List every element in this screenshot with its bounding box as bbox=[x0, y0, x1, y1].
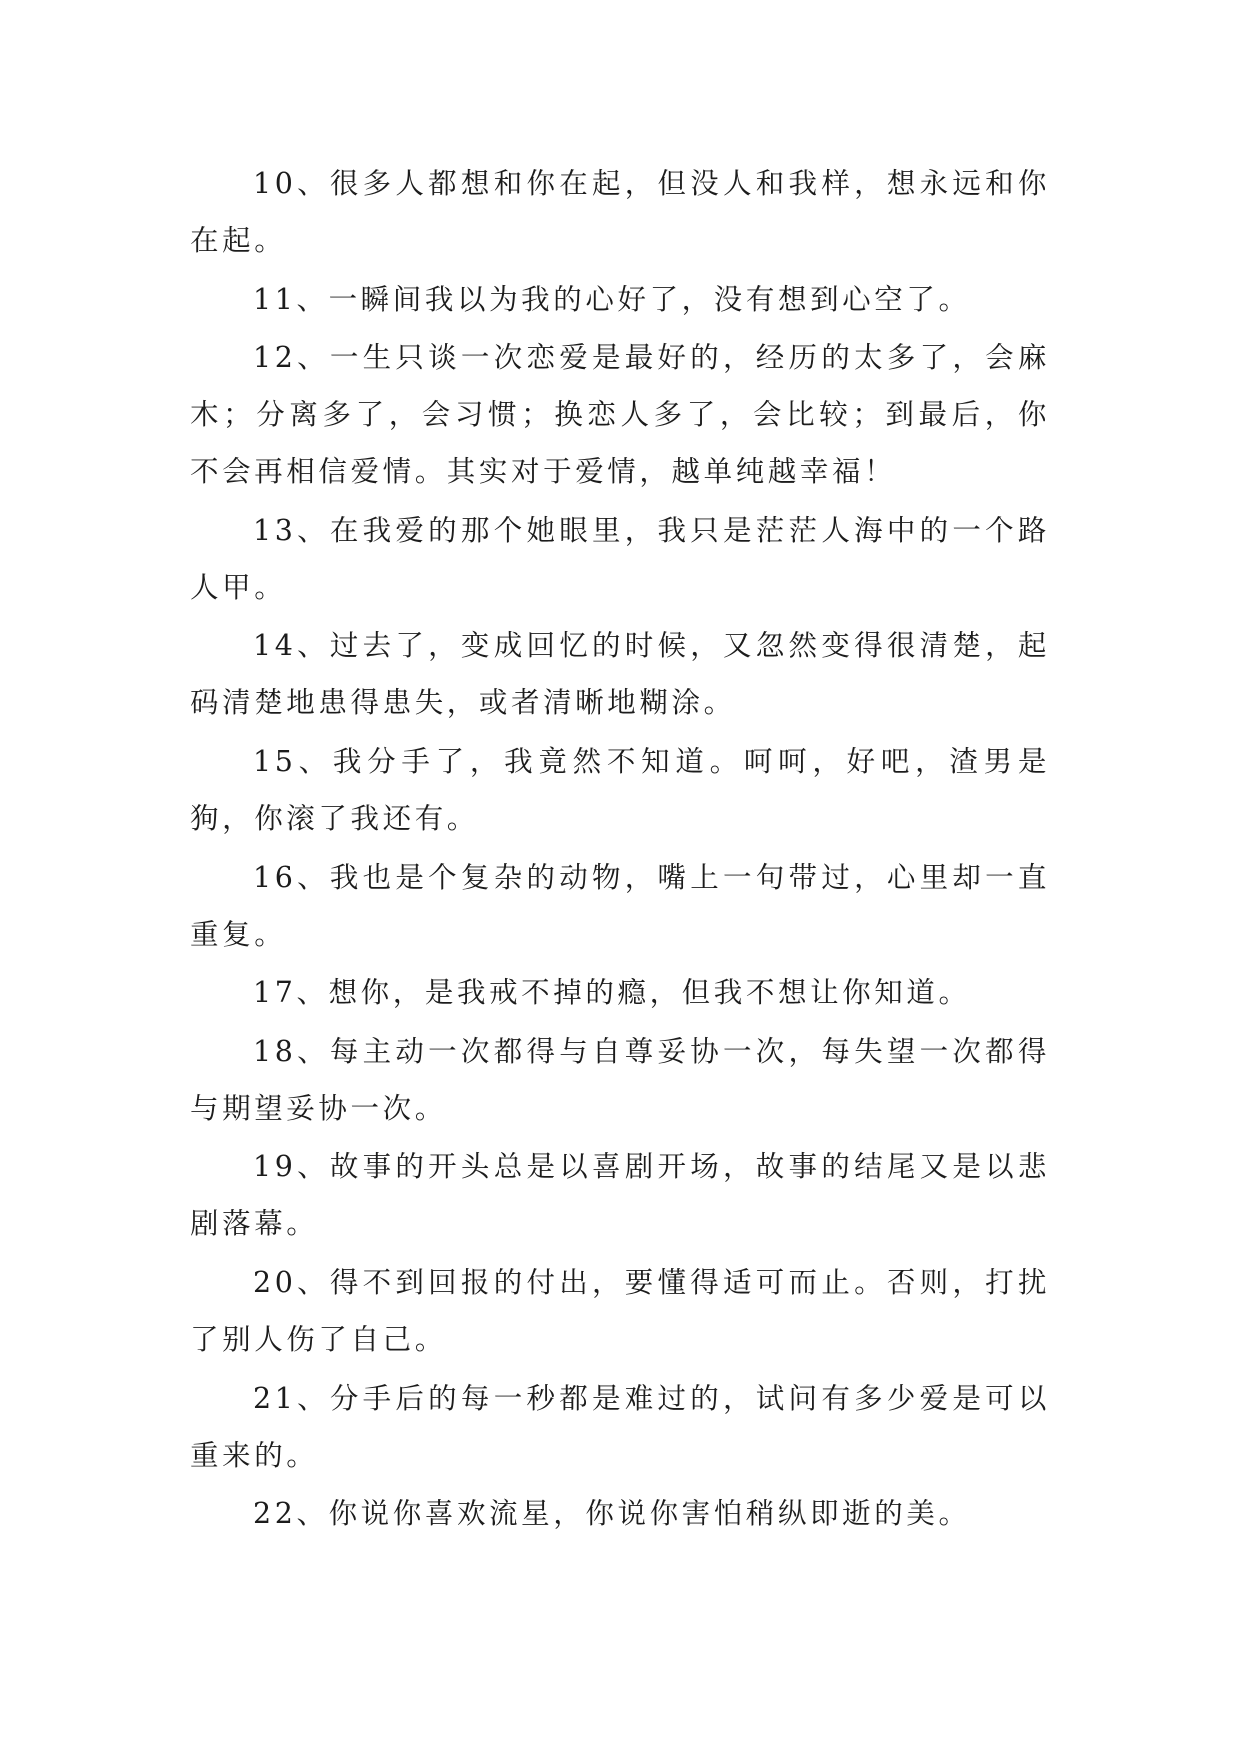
paragraph-21: 21、分手后的每一秒都是难过的，试问有多少爱是可以重来的。 bbox=[190, 1381, 1050, 1472]
paragraph-22: 22、你说你喜欢流星，你说你害怕稍纵即逝的美。 bbox=[253, 1497, 971, 1531]
paragraph-16: 16、我也是个复杂的动物，嘴上一句带过，心里却一直重复。 bbox=[190, 860, 1050, 951]
paragraph-18: 18、每主动一次都得与自尊妥协一次，每失望一次都得与期望妥协一次。 bbox=[190, 1034, 1050, 1125]
paragraph-10: 10、很多人都想和你在起，但没人和我样，想永远和你在起。 bbox=[190, 167, 1050, 257]
paragraph-19: 19、故事的开头总是以喜剧开场，故事的结尾又是以悲剧落幕。 bbox=[190, 1150, 1050, 1241]
paragraph-11: 11、一瞬间我以为我的心好了，没有想到心空了。 bbox=[253, 282, 971, 316]
paragraph-12: 12、一生只谈一次恋爱是最好的，经历的太多了，会麻木；分离多了，会习惯；换恋人多了，会比较；到最后，你不会再相信爱情。其实对于爱情，越单纯越幸福！ bbox=[190, 341, 1050, 489]
paragraph-13: 13、在我爱的那个她眼里，我只是茫茫人海中的一个路人甲。 bbox=[190, 513, 1050, 604]
paragraph-15: 15、我分手了，我竟然不知道。呵呵，好吧，渣男是狗，你滚了我还有。 bbox=[190, 744, 1050, 835]
document-body bbox=[190, 155, 1050, 1544]
paragraph-17: 17、想你，是我戒不掉的瘾，但我不想让你知道。 bbox=[253, 976, 971, 1010]
paragraph-14: 14、过去了，变成回忆的时候，又忽然变得很清楚，起码清楚地患得患失，或者清晰地糊涂。 bbox=[190, 629, 1050, 720]
paragraph-20: 20、得不到回报的付出，要懂得适可而止。否则，打扰了别人伤了自己。 bbox=[190, 1265, 1050, 1356]
